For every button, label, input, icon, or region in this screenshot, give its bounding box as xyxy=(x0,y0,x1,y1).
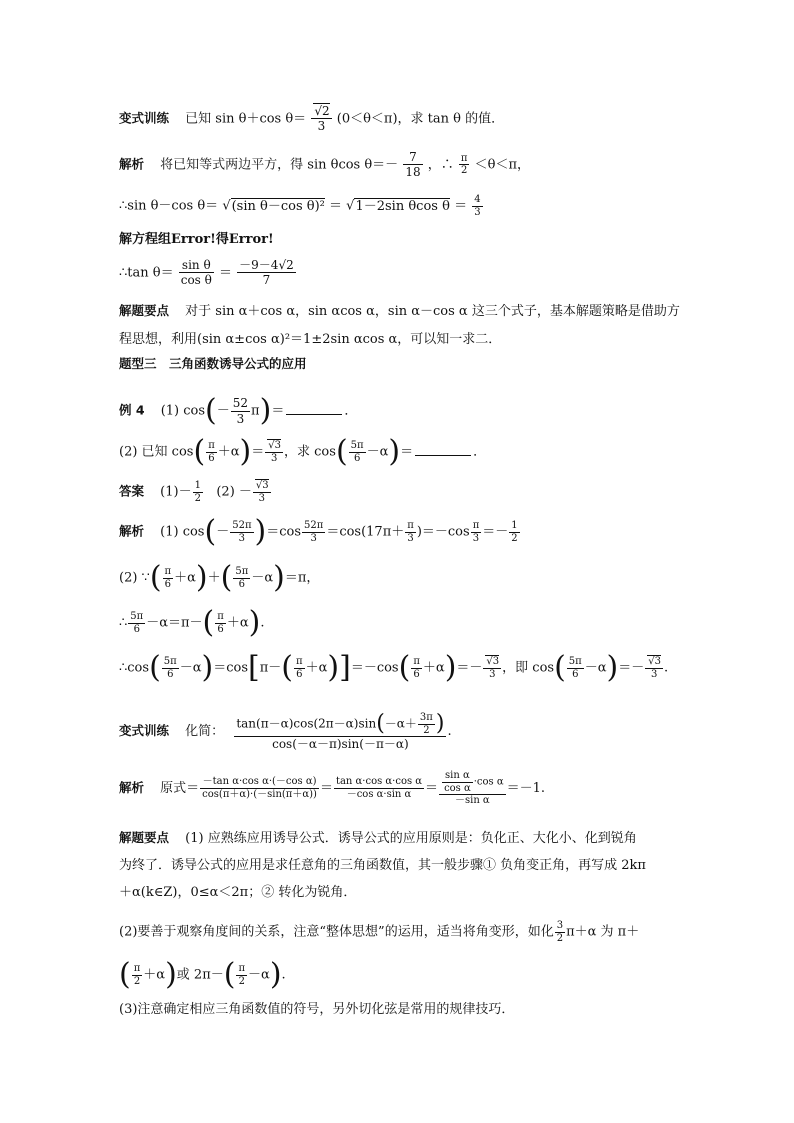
solution-line-4 xyxy=(119,258,297,288)
key-line-2b: 为终了．诱导公式的应用是求任意角的三角函数值，其一般步骤① 负角变正角，再写成 2kπ xyxy=(119,858,646,873)
variant-line-2: 变式训练 化简： tan(π－α)cos(2π－α)sin(－α＋ $\frac{3\pi}{2}$ ) cos(－α－π)sin(－π－α) . xyxy=(119,711,452,751)
text: ∴sin θ－cos θ＝ xyxy=(119,198,219,214)
radical: √1－2sin θcos θ xyxy=(346,198,450,214)
text: (1) cos xyxy=(160,403,206,419)
section-heading: 题型三 三角函数诱导公式的应用 xyxy=(119,356,307,371)
fraction: $\frac{5\pi}{6}$ xyxy=(163,656,177,680)
fraction: $\frac{\pi}{3}$ xyxy=(407,520,414,544)
key-line-1 xyxy=(119,305,680,318)
fraction: $\frac{√3}{3}$ xyxy=(483,656,501,680)
variant-label: 变式训练 xyxy=(119,110,170,126)
answer-blank xyxy=(286,414,342,415)
fraction: $\frac{3}{2}$ xyxy=(556,920,564,944)
text: (0＜θ＜π)，求 tan θ 的值． xyxy=(336,111,505,127)
fraction: $\frac{\pi}{2}$ xyxy=(460,152,468,177)
solution-label: 解析 xyxy=(119,779,145,795)
text: 已知 sin θ＋cos θ＝ xyxy=(185,111,307,127)
solution-line-7: ∴ $\frac{5\pi}{6}$ －α＝π－( $\frac{\pi}{6}$ ＋α). xyxy=(119,605,265,640)
key-line-3b: ( $\frac{\pi}{2}$ ＋α)或 2π－( $\frac{\pi}{2}$ －α). xyxy=(119,957,286,992)
text: ＝ xyxy=(329,198,343,214)
text: 解方程组Error!得Error! xyxy=(119,232,274,247)
solution-line-8: ∴cos( $\frac{5\pi}{6}$ －α)＝cos[π－( $\frac{\pi}{6}$ ＋α)]＝－cos( $\frac{\pi}{6}$ ＋α)＝－ $\frac{√3}{3}$ ，即 cos( $\frac{5\pi}{6}$ －α)＝－ $\frac{√3}{3}$ . xyxy=(119,650,669,685)
solution-line-9: 解析 原式＝ $\frac{\text{－tan α·cos α·(－cos α)}}{\cos(\pi+\alpha)\cdot(-\sin(\pi+\alpha))}$ ＝ $\frac{\text{tan α·cos α·cos α}}{\text{－cos α·sin α}}$ ＝ $\frac{\text{sin α}}{\text{cos α}}$ ·cos α －sin α ＝－1. xyxy=(119,770,546,806)
fraction: $\frac{√3}{3}$ xyxy=(645,656,663,680)
answer-blank xyxy=(415,455,471,456)
text: 对于 sin α＋cos α，sin αcos α，sin α－cos α 这三个式子，基本解题策略是借助方 xyxy=(185,304,680,319)
fraction: $\frac{52\pi}{3}$ xyxy=(232,520,252,544)
text: ＜θ＜π， xyxy=(474,157,530,173)
solution-label: 解析 xyxy=(119,156,145,172)
solution-line-2 xyxy=(119,194,484,218)
solution-line-6: (2) ∵( $\frac{\pi}{6}$ ＋α)＋( $\frac{5\pi}{6}$ －α)＝π， xyxy=(119,560,320,595)
text: ＝ xyxy=(219,265,233,281)
text: 将已知等式两边平方，得 sin θcos θ＝－ xyxy=(160,157,399,173)
key-label: 解题要点 xyxy=(119,303,170,318)
variant-label: 变式训练 xyxy=(119,723,170,739)
fraction: $\frac{5\pi}{6}$ xyxy=(350,440,364,464)
fraction: $\frac{√2}{3}$ xyxy=(311,104,331,134)
fraction: $\frac{5\pi}{6}$ xyxy=(235,566,249,590)
solution-line-3 xyxy=(119,233,274,246)
text: (2) 已知 cos xyxy=(119,444,194,460)
fraction: $\frac{\pi}{6}$ xyxy=(413,656,420,680)
fraction: $\frac{\pi}{2}$ xyxy=(238,963,246,987)
fraction: $\frac{\text{－tan α·cos α·(－cos α)}}{\cos(\pi+\alpha)\cdot(-\sin(\pi+\alpha))}$ xyxy=(202,776,317,800)
fraction: $\frac{\text{sin θ}}{\text{cos θ}}$ xyxy=(180,258,212,288)
fraction: $\frac{\pi}{3}$ xyxy=(472,520,480,544)
variant-line-1 xyxy=(119,104,504,134)
fraction: $\frac{52\pi}{3}$ xyxy=(304,520,324,544)
text: ∴tan θ＝ xyxy=(119,265,174,281)
key-line-2: 解题要点 (1) 应熟练应用诱导公式．诱导公式的应用原则是：负化正、大化小、化到锐角 xyxy=(119,830,637,846)
fraction: $\frac{1}{2}$ xyxy=(511,520,518,544)
key-label: 解题要点 xyxy=(119,830,170,845)
example-line-1: 例 4 (1) cos(－ $\frac{52}{3}$ π)＝ ． xyxy=(119,393,358,428)
example-label: 例 4 xyxy=(119,402,145,418)
fraction: $\frac{\pi}{6}$ xyxy=(208,440,215,464)
fraction: $\frac{\text{tan α·cos α·cos α}}{\text{－cos α·sin α}}$ xyxy=(335,776,423,800)
example-line-2: (2) 已知 cos( $\frac{\pi}{6}$ ＋α)＝ $\frac{√3}{3}$ ，求 cos( $\frac{5\pi}{6}$ －α)＝ ． xyxy=(119,434,487,469)
fraction: $\frac{\text{sin α}}{\text{cos α}}$ ·cos α －sin α xyxy=(439,770,506,807)
key-line-4: (3)注意确定相应三角函数值的符号，另外切化弦是常用的规律技巧． xyxy=(119,1002,515,1017)
fraction: $\frac{5\pi}{6}$ xyxy=(130,611,144,635)
text: 程思想，利用(sin α±cos α)²＝1±2sin αcos α，可以知一求二． xyxy=(119,332,502,347)
text: ，∴ xyxy=(427,157,454,173)
fraction: $\frac{\pi}{6}$ xyxy=(296,656,303,680)
key-line-3: (2)要善于观察角度间的关系，注意“整体思想”的运用，适当将角变形，如化 $\frac{3}{2}$ π＋α 为 π＋ xyxy=(119,920,640,944)
solution-line-1 xyxy=(119,150,530,180)
fraction: $\frac{√3}{3}$ xyxy=(253,480,271,504)
answer-label: 答案 xyxy=(119,483,145,499)
key-line-2c: ＋α(k∈Z)，0≤α＜2π；② 转化为锐角． xyxy=(119,885,357,900)
fraction: $\frac{\pi}{6}$ xyxy=(164,566,172,590)
solution-label: 解析 xyxy=(119,523,145,539)
radical: √(sin θ－cos θ)² xyxy=(222,198,325,214)
fraction: tan(π－α)cos(2π－α)sin(－α＋ $\frac{3\pi}{2}$ ) cos(－α－π)sin(－π－α) xyxy=(236,711,445,751)
fraction: $\frac{\pi}{2}$ xyxy=(133,963,141,987)
fraction: $\frac{7}{18}$ xyxy=(405,150,421,180)
fraction: $\frac{4}{3}$ xyxy=(474,194,481,218)
fraction: $\frac{√3}{3}$ xyxy=(265,440,283,464)
fraction: $\frac{\pi}{6}$ xyxy=(217,611,224,635)
fraction: $\frac{-9-4√2}{7}$ xyxy=(239,258,294,288)
fraction: $\frac{5\pi}{6}$ xyxy=(568,656,582,680)
solution-line-5: 解析 (1) cos(－ $\frac{52\pi}{3}$ )＝cos $\frac{52\pi}{3}$ ＝cos(17π＋ $\frac{\pi}{3}$ )＝－cos $\frac{\pi}{3}$ ＝－ $\frac{1}{2}$ xyxy=(119,514,518,549)
fraction: $\frac{52}{3}$ xyxy=(232,396,249,426)
text: ＝ xyxy=(454,198,468,214)
answer-line: 答案 (1)－ $\frac{1}{2}$ (2) － $\frac{√3}{3}$ xyxy=(119,480,269,504)
fraction: $\frac{1}{2}$ xyxy=(194,480,201,504)
key-line-1b xyxy=(119,333,501,346)
